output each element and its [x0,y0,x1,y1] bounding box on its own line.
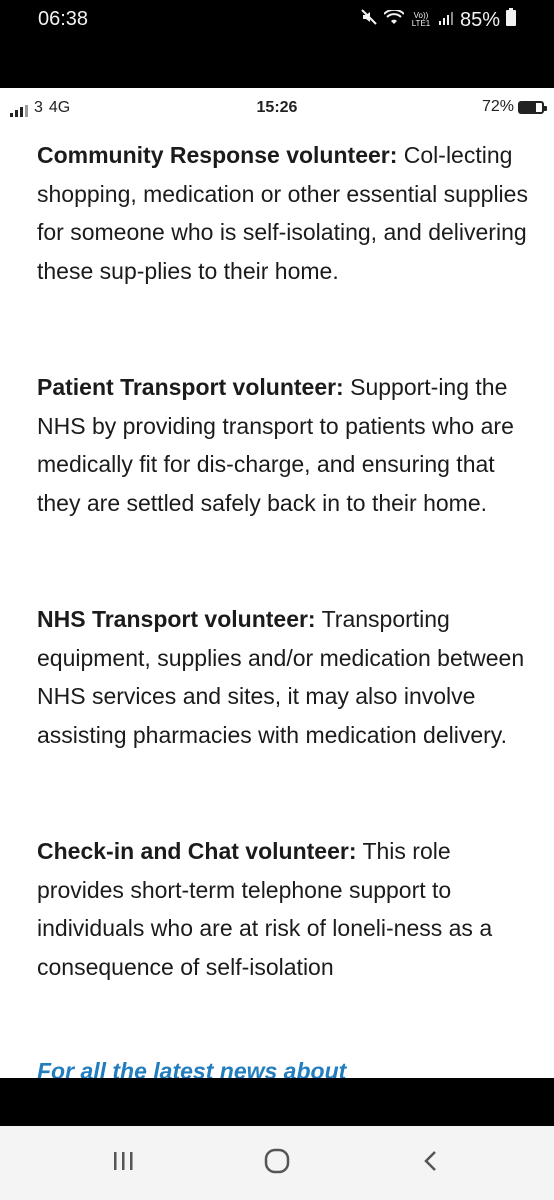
role-description: Transporting equipment, supplies and/or medication between NHS services and sites, it may also involve assisting pharmacies with medication delivery. [37,606,525,748]
volte-line2: LTE1 [411,19,431,28]
role-description: Col-lecting shopping, medication or other essential supplies for someone who is self-isolating, and delivering these sup-plies to their home. [37,142,528,284]
inner-battery-text: 72% [481,98,514,115]
home-button[interactable] [257,1146,297,1180]
volte-line1: Vo)) [413,11,429,20]
role-title: Community Response volunteer: [37,142,398,168]
outer-status-icons [360,8,516,32]
role-title: Patient Transport volunteer: [37,374,344,400]
screen-divider [0,1078,554,1126]
recents-icon [110,1150,136,1177]
back-button[interactable] [411,1146,451,1180]
volunteer-role-paragraph [37,368,537,522]
inner-clock: 15:26 [256,99,298,116]
volunteer-role-paragraph [37,832,537,986]
inner-status-bar [0,88,554,126]
signal-icon [438,9,454,32]
role-description: Support-ing the NHS by providing transport to patients who are medically fit for dis-charge, and ensuring that they are settled safely back in to their home. [37,374,514,516]
volte-indicator [410,12,432,28]
wifi-icon [384,9,404,32]
network-type: 4G [48,99,71,116]
outer-status-bar [0,0,554,88]
battery-icon [506,8,516,32]
inner-battery-icon [518,101,544,114]
role-description: This role provides short-term telephone support to individuals who are at risk of loneli-ness as a consequence of self-isolation [37,838,493,980]
inner-battery [482,98,544,116]
outer-battery-text: 85% [459,8,500,31]
outer-clock: 06:38 [38,8,89,30]
battery-fill [520,103,536,112]
home-icon [262,1148,292,1179]
back-icon [421,1149,441,1178]
carrier-name: 3 [34,99,43,116]
recents-button[interactable] [103,1146,143,1180]
screenshot-content [0,88,554,1078]
role-title: Check-in and Chat volunteer: [37,838,357,864]
system-navigation-bar [0,1126,554,1200]
mute-icon [360,8,378,32]
role-title: NHS Transport volunteer: [37,606,316,632]
article-body [37,136,537,1064]
latest-news-link[interactable]: For all the latest news about [37,1058,347,1078]
volunteer-role-paragraph [37,600,537,754]
volunteer-role-paragraph [37,136,537,290]
